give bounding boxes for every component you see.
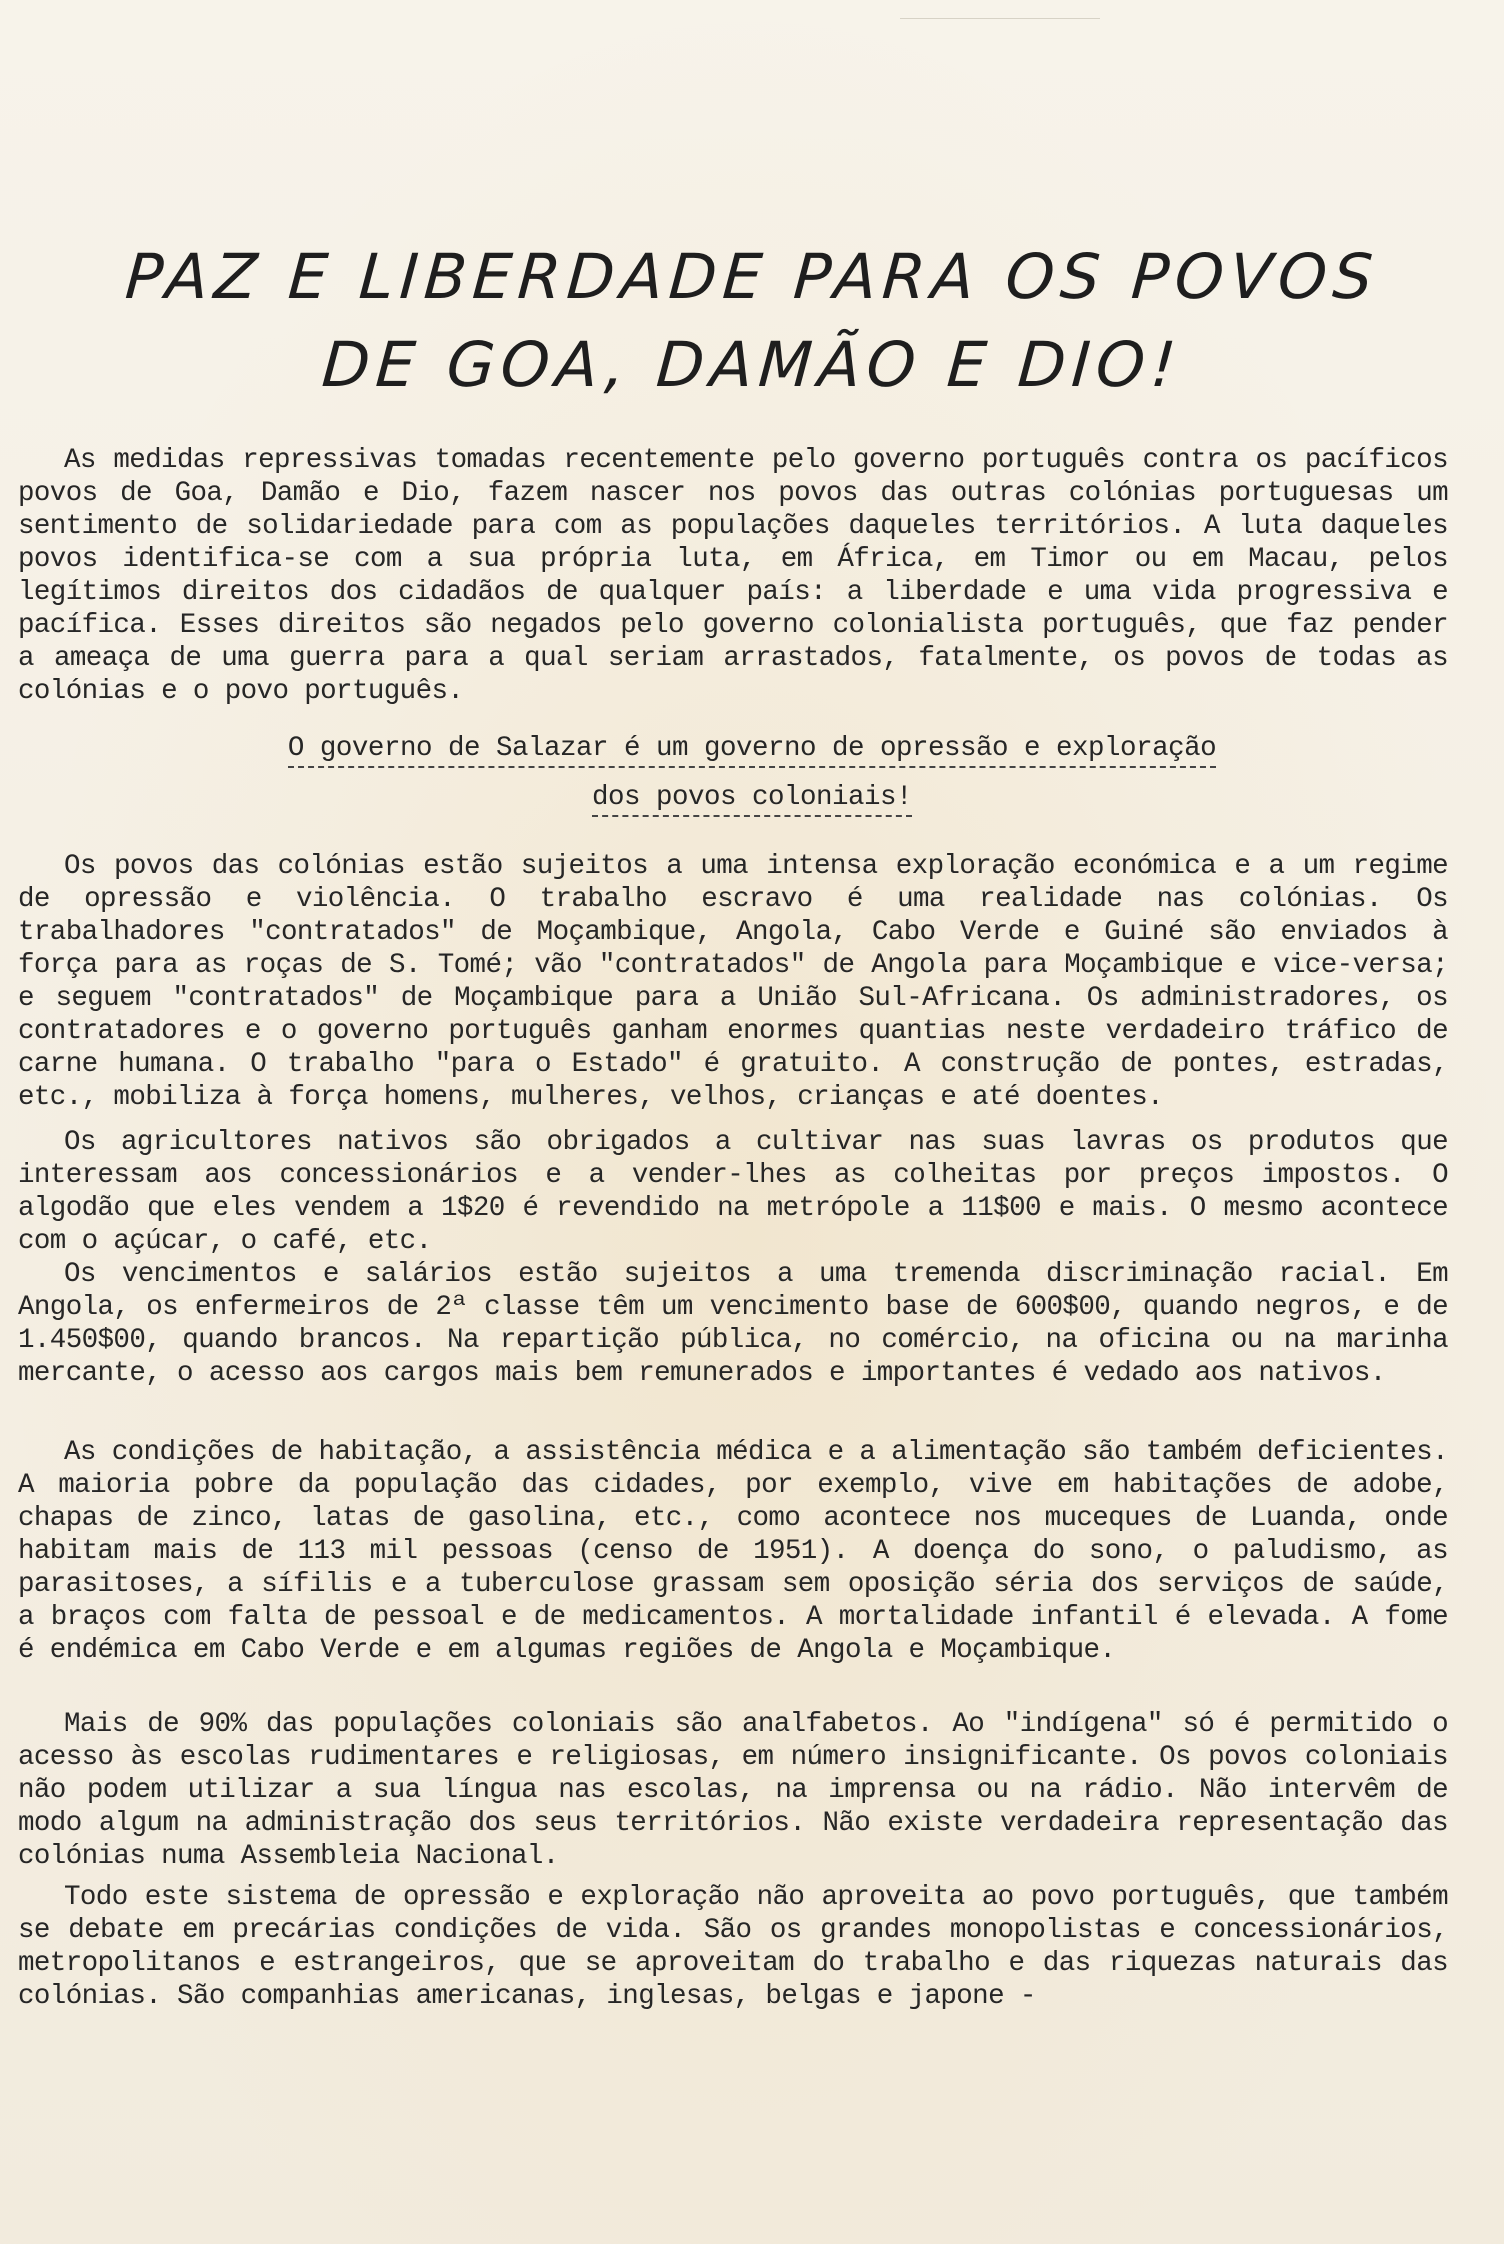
paragraph-3: Os agricultores nativos são obrigados a cultivar nas suas lavras os produtos que interessam aos concessionários e a vender-lhes as colheitas por preços impostos. O algodão que eles vendem a 1$20 é revendido na metrópole a 11$00 e mais. O mesmo acontece com o açúcar, o café, etc. bbox=[18, 1127, 1448, 1257]
section-heading-line-2: dos povos coloniais! bbox=[0, 782, 1504, 813]
paragraph-1: As medidas repressivas tomadas recentemente pelo governo português contra os pacíficos povos de Goa, Damão e Dio, fazem nascer nos povos das outras colónias portuguesas um sentimento de solidariedade para com as populações daqueles territórios. A luta daqueles povos identifica-se com a sua própria luta, em África, em Timor ou em Macau, pelos legítimos direitos dos cidadãos de qualquer país: a liberdade e uma vida progressiva e pacífica. Esses direitos são negados pelo governo colonialista português, que faz pender a ameaça de uma guerra para a qual seriam arrastados, fatalmente, os povos de todas as colónias e o povo português. bbox=[18, 445, 1448, 707]
paragraph-7: Todo este sistema de opressão e exploração não aproveita ao povo português, que também se debate em precárias condições de vida. São os grandes monopolistas e concessionários, metropolitanos e estrangeiros, que se aproveitam do trabalho e das riquezas naturais das colónias. São companhias americanas, inglesas, belgas e japone - bbox=[18, 1882, 1448, 2012]
paragraph-2: Os povos das colónias estão sujeitos a uma intensa exploração económica e a um regime de opressão e violência. O trabalho escravo é uma realidade nas colónias. Os trabalhadores "contratados" de Moçambique, Angola, Cabo Verde e Guiné são enviados à força para as roças de S. Tomé; vão "contratados" de Angola para Moçambique e vice-versa; e seguem "contratados" de Moçambique para a União Sul-Africana. Os administradores, os contratadores e o governo português ganham enormes quantias neste verdadeiro tráfico de carne humana. O trabalho "para o Estado" é gratuito. A construção de pontes, estradas, etc., mobiliza à força homens, mulheres, velhos, crianças e até doentes. bbox=[18, 851, 1448, 1113]
paragraph-4: Os vencimentos e salários estão sujeitos a uma tremenda discriminação racial. Em Angola, os enfermeiros de 2ª classe têm um vencimento base de 600$00, quando negros, e de 1.450$00, quando brancos. Na repartição pública, no comércio, na oficina ou na marinha mercante, o acesso aos cargos mais bem remunerados e importantes é vedado aos nativos. bbox=[18, 1259, 1448, 1389]
section-heading-line-1: O governo de Salazar é um governo de opressão e exploração bbox=[0, 733, 1504, 764]
document-title-line-2: DE GOA, DAMÃO E DIO! bbox=[319, 328, 1185, 401]
paragraph-6: Mais de 90% das populações coloniais são analfabetos. Ao "indígena" só é permitido o acesso às escolas rudimentares e religiosas, em número insignificante. Os povos coloniais não podem utilizar a sua língua nas escolas, na imprensa ou na rádio. Não intervêm de modo algum na administração dos seus territórios. Não existe verdadeira representação das colónias numa Assembleia Nacional. bbox=[18, 1709, 1448, 1872]
paragraph-5: As condições de habitação, a assistência médica e a alimentação são também deficientes. A maioria pobre da população das cidades, por exemplo, vive em habitações de adobe, chapas de zinco, latas de gasolina, etc., como acontece nos muceques de Luanda, onde habitam mais de 113 mil pessoas (censo de 1951). A doença do sono, o paludismo, as parasitoses, a sífilis e a tuberculose grassam sem oposição séria dos serviços de saúde, a braços com falta de pessoal e de medicamentos. A mortalidade infantil é elevada. A fome é endémica em Cabo Verde e em algumas regiões de Angola e Moçambique. bbox=[18, 1437, 1448, 1666]
document-title-line-1: PAZ E LIBERDADE PARA OS POVOS bbox=[123, 240, 1381, 313]
paper-edge-mark bbox=[900, 0, 1100, 19]
